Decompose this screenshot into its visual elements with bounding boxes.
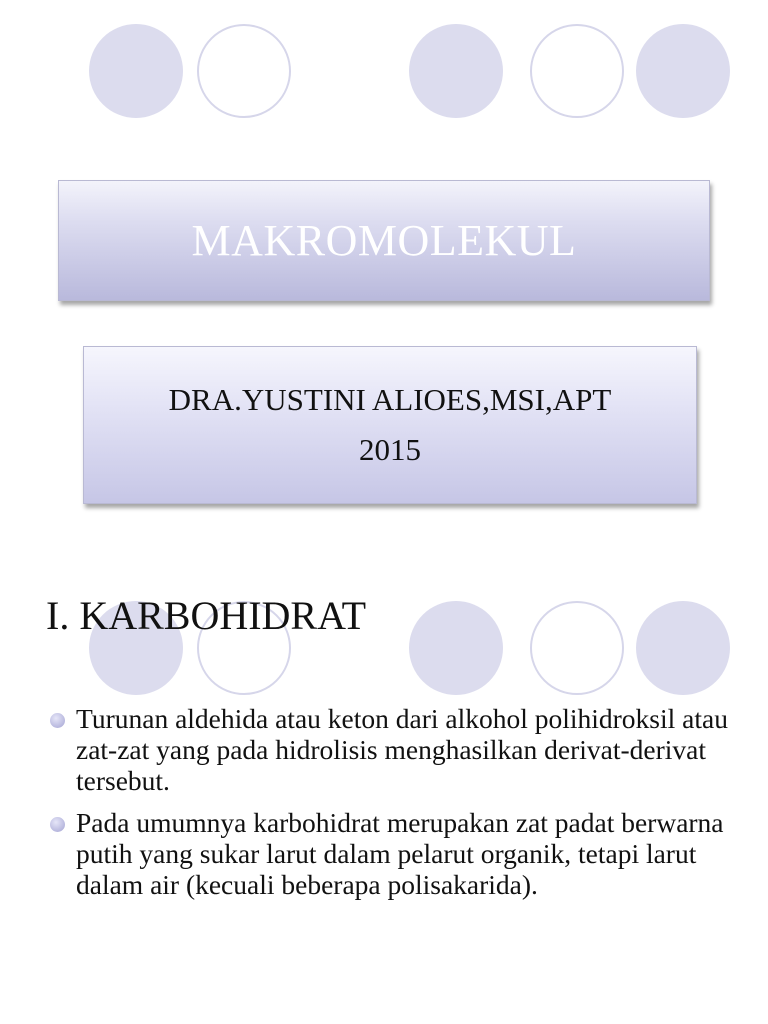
- decorative-circle: [89, 24, 183, 118]
- decorative-circle: [409, 24, 503, 118]
- bullet-text: Turunan aldehida atau keton dari alkohol polihidroksil atau zat-zat yang pada hidrolisis menghasilkan derivat-derivat tersebut.: [76, 703, 728, 796]
- decorative-circle: [197, 24, 291, 118]
- bullet-dot-icon: [50, 817, 65, 832]
- decorative-circle: [636, 601, 730, 695]
- author-banner: [83, 346, 697, 504]
- title-banner: [58, 180, 710, 301]
- author-name: DRA.YUSTINI ALIOES,MSI,APT: [168, 382, 612, 417]
- bullet-dot-icon: [50, 713, 65, 728]
- slide-title: MAKROMOLEKUL: [191, 216, 577, 265]
- decorative-circle: [530, 601, 624, 695]
- bullet-text: Pada umumnya karbohidrat merupakan zat padat berwarna putih yang sukar larut dalam pelarut organik, tetapi larut dalam air (kecuali beberapa polisakarida).: [76, 807, 724, 900]
- list-item: [48, 807, 738, 900]
- decorative-circle: [636, 24, 730, 118]
- list-item: [48, 703, 738, 796]
- section-heading: I. KARBOHIDRAT: [46, 593, 366, 638]
- decorative-circle: [409, 601, 503, 695]
- presentation-year: 2015: [359, 432, 421, 467]
- bullet-list: [48, 703, 738, 911]
- decorative-circle: [530, 24, 624, 118]
